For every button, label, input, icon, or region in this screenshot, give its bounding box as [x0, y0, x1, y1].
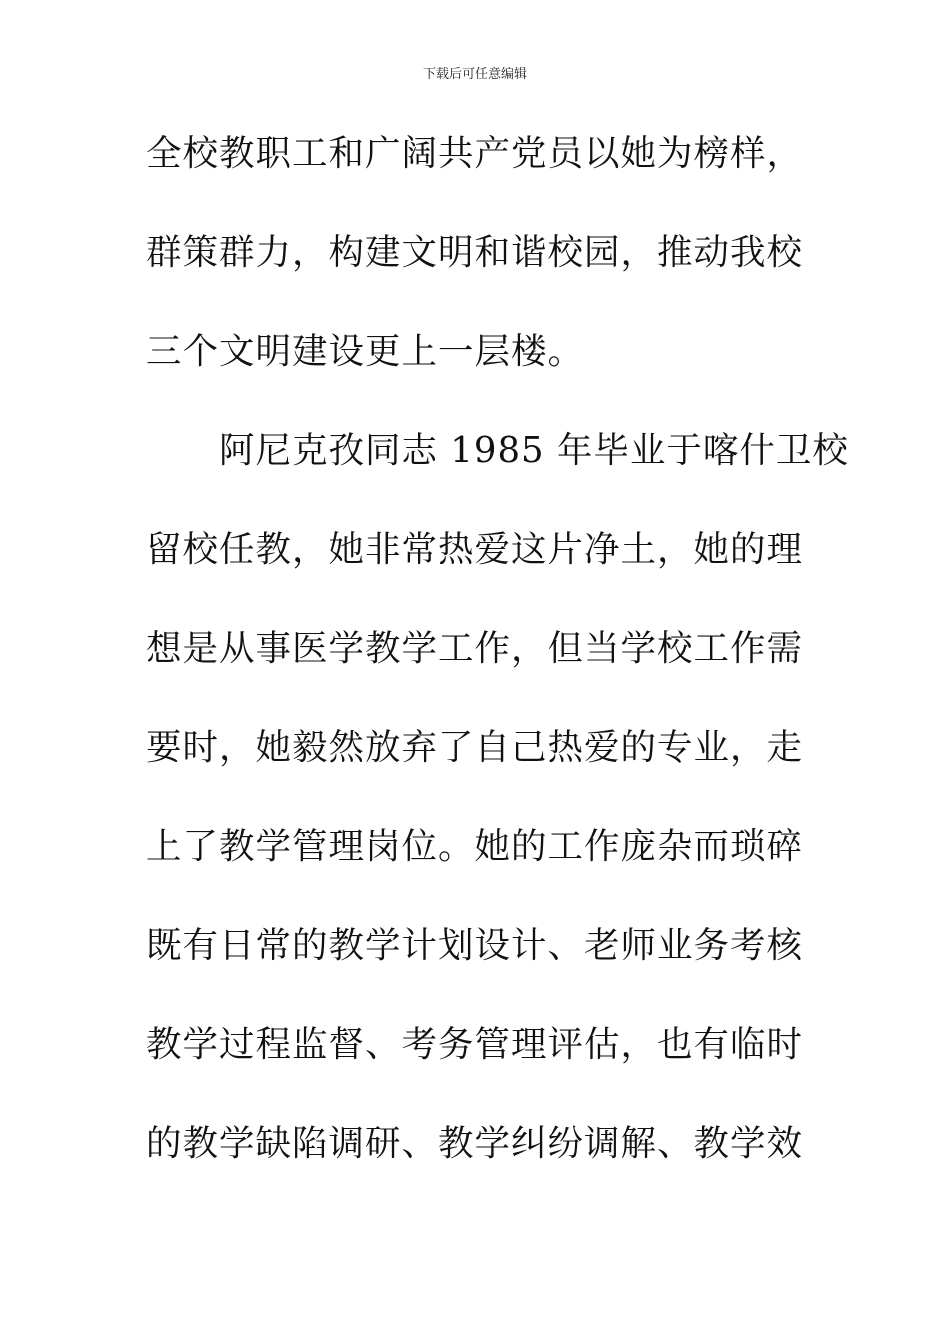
text-line: 全校教职工和广阔共产党员以她为榜样， — [146, 133, 804, 174]
text-line: 要时，她毅然放弃了自己热爱的专业，走 — [146, 727, 804, 768]
body-text — [146, 126, 849, 1215]
text-line: 想是从事医学教学工作，但当学校工作需 — [146, 628, 804, 669]
text-line: 留校任教，她非常热爱这片净土，她的理 — [146, 529, 804, 570]
text-line: 群策群力，构建文明和谐校园，推动我校 — [146, 232, 804, 273]
paragraph-start-line: 阿尼克孜同志 1985 年毕业于喀什卫校 — [146, 430, 849, 471]
text-line: 三个文明建设更上一层楼。 — [146, 331, 585, 372]
page-header: 下载后可任意编辑 — [422, 67, 527, 82]
text-line: 教学过程监督、考务管理评估，也有临时 — [146, 1024, 804, 1065]
text-line: 的教学缺陷调研、教学纠纷调解、教学效 — [146, 1123, 804, 1164]
text-line: 上了教学管理岗位。她的工作庞杂而琐碎 — [146, 826, 804, 867]
text-line: 既有日常的教学计划设计、老师业务考核 — [146, 925, 804, 966]
